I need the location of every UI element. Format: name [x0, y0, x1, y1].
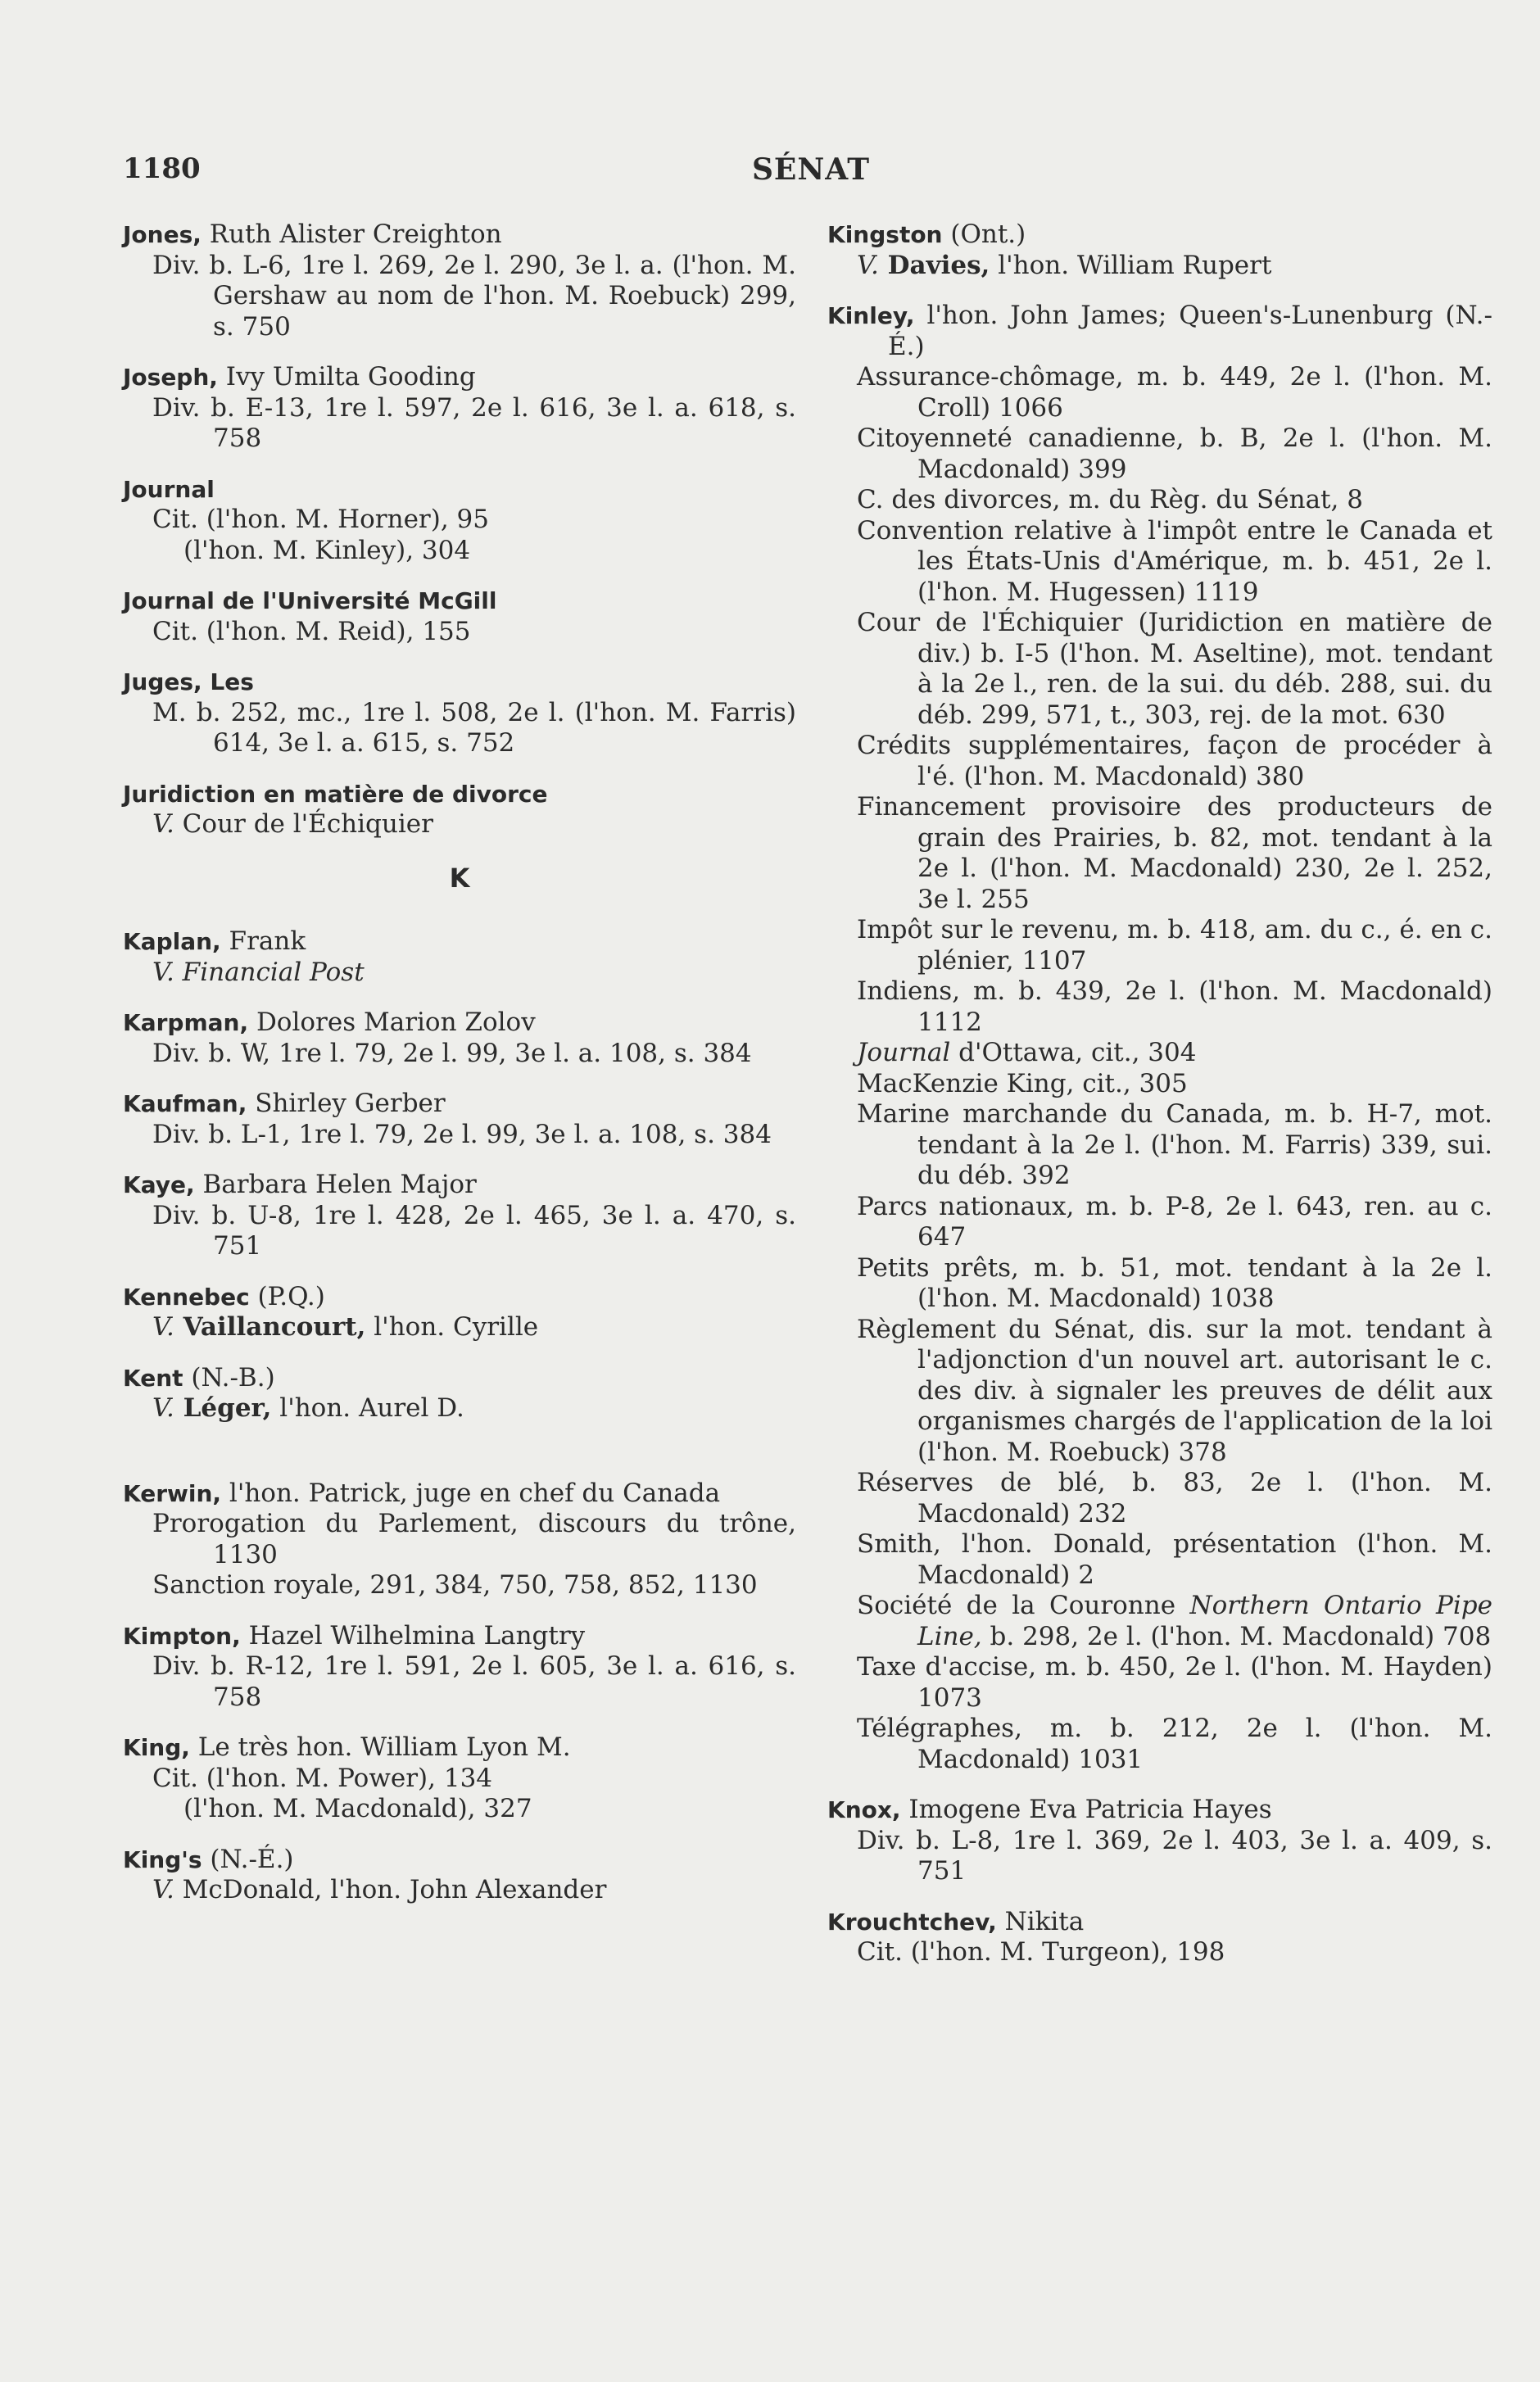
entry-detail: l'hon. William Rupert	[990, 250, 1272, 280]
page-title: SÉNAT	[751, 152, 871, 187]
list-item: Citoyenneté canadienne, b. B, 2e l. (l'hon. M. Macdonald) 399	[857, 423, 1492, 484]
entry-heading: Kaplan,	[123, 928, 221, 955]
entry-heading: Jones,	[123, 221, 202, 248]
right-column	[827, 220, 1492, 1988]
entry-detail: Div. b. L-1, 1re l. 79, 2e l. 99, 3e l. a. 108, s. 384	[152, 1119, 772, 1149]
entry-detail: Div. b. W, 1re l. 79, 2e l. 99, 3e l. a. 108, s. 384	[152, 1038, 752, 1068]
entry-name: (Ont.)	[942, 220, 1026, 249]
entry-detail: Financial Post	[174, 957, 365, 987]
list-item	[827, 1591, 1492, 1652]
entry-heading: Kinley,	[827, 302, 915, 329]
entry-heading: Juridiction en matière de divorce	[123, 780, 548, 808]
entry-detail: Prorogation du Parlement, discours du trône, 1130	[152, 1509, 796, 1569]
entry-heading: King,	[123, 1734, 190, 1761]
entry-name: Ivy Umilta Gooding	[217, 362, 476, 392]
entry-name: l'hon. Patrick, juge en chef du Canada	[221, 1478, 721, 1508]
index-entry-king	[123, 1732, 796, 1825]
index-entry-kerwin	[123, 1479, 796, 1601]
entry-detail: Cit. (l'hon. M. Power), 134	[152, 1763, 493, 1793]
list-item: Assurance-chômage, m. b. 449, 2e l. (l'hon. M. Croll) 1066	[857, 362, 1492, 423]
entry-heading: Krouchtchev,	[827, 1908, 997, 1936]
entry-detail: Div. b. L-6, 1re l. 269, 2e l. 290, 3e l. a. (l'hon. M. Gershaw au nom de l'hon. M. Roebuck) 299, s. 750	[152, 250, 796, 342]
entry-name: Frank	[220, 926, 306, 956]
page-header	[123, 152, 1499, 193]
list-item: C. des divorces, m. du Règ. du Sénat, 8	[857, 485, 1363, 514]
index-entry-kaplan	[123, 926, 796, 988]
entry-heading: Kerwin,	[123, 1479, 222, 1507]
entry-detail: Cour de l'Échiquier	[174, 809, 433, 839]
entry-heading: Juges, Les	[123, 668, 254, 695]
list-item: Taxe d'accise, m. b. 450, 2e l. (l'hon. M. Hayden) 1073	[857, 1652, 1492, 1713]
see-label: V.	[152, 1393, 174, 1423]
index-entry-journal-mcgill	[123, 586, 796, 647]
entry-detail: McDonald, l'hon. John Alexander	[174, 1875, 607, 1904]
entry-name: l'hon. John James; Queen's-Lunenburg (N.-É.)	[888, 301, 1492, 361]
index-entry-juridiction	[123, 779, 796, 840]
entry-name: Nikita	[996, 1906, 1085, 1936]
index-entry-knox	[827, 1795, 1492, 1887]
entry-name: Le très hon. William Lyon M.	[189, 1732, 571, 1762]
entry-ref-name: Davies,	[878, 250, 990, 280]
list-item	[827, 1038, 1492, 1069]
entry-ref-name: Léger,	[174, 1393, 272, 1423]
entry-heading: Journal	[123, 475, 215, 503]
entry-detail: Cit. (l'hon. M. Reid), 155	[152, 616, 471, 646]
entry-detail: M. b. 252, mc., 1re l. 508, 2e l. (l'hon. M. Farris) 614, 3e l. a. 615, s. 752	[152, 697, 796, 758]
see-label: V.	[857, 250, 879, 280]
see-label: V.	[152, 957, 174, 987]
index-entry-kaufman	[123, 1089, 796, 1150]
entry-heading: Kingston	[827, 221, 943, 248]
list-item: Crédits supplémentaires, façon de procéder à l'é. (l'hon. M. Macdonald) 380	[857, 731, 1492, 791]
left-column	[123, 220, 796, 1926]
index-entry-kingston	[827, 220, 1492, 281]
see-label: V.	[152, 809, 174, 839]
entry-heading: Knox,	[827, 1796, 901, 1823]
list-item: Petits prêts, m. b. 51, mot. tendant à la 2e l. (l'hon. M. Macdonald) 1038	[857, 1252, 1492, 1313]
entry-detail: Cit. (l'hon. M. Horner), 95	[152, 505, 489, 534]
see-label: V.	[152, 1875, 174, 1904]
entry-detail: (l'hon. M. Macdonald), 327	[183, 1794, 532, 1823]
entry-detail: Div. b. L-8, 1re l. 369, 2e l. 403, 3e l. a. 409, s. 751	[857, 1825, 1492, 1886]
list-item: Financement provisoire des producteurs de grain des Prairies, b. 82, mot. tendant à la 2e l. (l'hon. M. Macdonald) 230, 2e l. 252, 3e l. 255	[857, 792, 1492, 914]
entry-heading: Karpman,	[123, 1009, 249, 1036]
entry-name: (P.Q.)	[249, 1281, 325, 1311]
entry-detail: Div. b. R-12, 1re l. 591, 2e l. 605, 3e l. a. 616, s. 758	[152, 1651, 796, 1712]
entry-detail: l'hon. Aurel D.	[271, 1393, 464, 1423]
entry-detail: Div. b. U-8, 1re l. 428, 2e l. 465, 3e l. a. 470, s. 751	[152, 1200, 796, 1261]
entry-detail: l'hon. Cyrille	[365, 1312, 539, 1342]
entry-detail: Sanction royale, 291, 384, 750, 758, 852, 1130	[152, 1570, 758, 1600]
index-entry-krouchtchev	[827, 1907, 1492, 1968]
entry-name: (N.-B.)	[183, 1362, 275, 1393]
index-entry-juges	[123, 667, 796, 759]
entry-heading: Kent	[123, 1364, 183, 1392]
entry-name: Shirley Gerber	[247, 1089, 446, 1118]
list-item: Smith, l'hon. Donald, présentation (l'hon. M. Macdonald) 2	[857, 1529, 1492, 1590]
journal-detail: d'Ottawa, cit., 304	[950, 1038, 1197, 1067]
entry-heading: Kaye,	[123, 1171, 195, 1198]
see-label: V.	[152, 1312, 174, 1342]
index-entry-journal	[123, 474, 796, 567]
index-entry-joseph	[123, 362, 796, 455]
entry-heading: Kimpton,	[123, 1622, 241, 1650]
list-item: Convention relative à l'impôt entre le Canada et les États-Unis d'Amérique, m. b. 451, 2e l. (l'hon. M. Hugessen) 1119	[857, 515, 1492, 607]
page-number: 1180	[123, 152, 201, 185]
index-entry-karpman	[123, 1008, 796, 1069]
list-item: MacKenzie King, cit., 305	[857, 1068, 1188, 1098]
list-item: Réserves de blé, b. 83, 2e l. (l'hon. M. Macdonald) 232	[857, 1468, 1492, 1528]
index-entry-jones	[123, 220, 796, 342]
journal-title: Journal	[857, 1038, 951, 1067]
list-item: Marine marchande du Canada, m. b. H-7, mot. tendant à la 2e l. (l'hon. M. Farris) 339, sui. du déb. 392	[857, 1099, 1492, 1190]
index-entry-kinley	[827, 301, 1492, 1775]
section-letter: K	[449, 862, 470, 894]
societe-detail: b. 298, 2e l. (l'hon. M. Macdonald) 708	[981, 1621, 1492, 1651]
entry-heading: King's	[123, 1845, 202, 1873]
entry-heading: Journal de l'Université McGill	[123, 587, 497, 614]
entry-detail: Cit. (l'hon. M. Turgeon), 198	[857, 1937, 1225, 1967]
index-entry-kennebec	[123, 1282, 796, 1343]
list-item: Parcs nationaux, m. b. P-8, 2e l. 643, ren. au c. 647	[857, 1191, 1492, 1252]
index-entry-kent	[123, 1363, 796, 1424]
index-entry-kaye	[123, 1170, 796, 1262]
list-item: Télégraphes, m. b. 212, 2e l. (l'hon. M. Macdonald) 1031	[857, 1714, 1492, 1774]
entry-name: Imogene Eva Patricia Hayes	[900, 1795, 1272, 1824]
list-item: Règlement du Sénat, dis. sur la mot. tendant à l'adjonction d'un nouvel art. autorisant le c. des div. à signaler les preuves de délit aux organismes chargés de l'application de la loi (l'hon. M. Roebuck) 378	[857, 1314, 1492, 1467]
index-entry-kings	[123, 1845, 796, 1906]
list-item: Indiens, m. b. 439, 2e l. (l'hon. M. Macdonald) 1112	[857, 976, 1492, 1037]
entry-name: Barbara Helen Major	[194, 1170, 477, 1199]
societe-name: Northern Ontario Pipe Line,	[917, 1591, 1492, 1651]
entry-ref-name: Vaillancourt,	[174, 1312, 366, 1342]
entry-name: Hazel Wilhelmina Langtry	[240, 1620, 586, 1651]
list-item: Cour de l'Échiquier (Juridiction en matière de div.) b. I-5 (l'hon. M. Aseltine), mot. tendant à la 2e l., ren. de la sui. du déb. 288, sui. du déb. 299, 571, t., 303, rej. de la mot. 630	[857, 608, 1492, 730]
index-entry-kimpton	[123, 1621, 796, 1714]
entry-name: Ruth Alister Creighton	[201, 220, 502, 249]
societe-text: Société de la Couronne	[857, 1591, 1190, 1620]
entry-detail: Div. b. E-13, 1re l. 597, 2e l. 616, 3e l. a. 618, s. 758	[152, 392, 796, 453]
entry-heading: Joseph,	[123, 364, 218, 391]
entry-name: (N.-É.)	[202, 1844, 294, 1874]
entry-heading: Kaufman,	[123, 1090, 247, 1117]
entry-heading: Kennebec	[123, 1283, 250, 1311]
list-item: Impôt sur le revenu, m. b. 418, am. du c., é. en c. plénier, 1107	[857, 915, 1492, 976]
entry-detail: (l'hon. M. Kinley), 304	[183, 535, 471, 565]
entry-name: Dolores Marion Zolov	[248, 1008, 536, 1037]
